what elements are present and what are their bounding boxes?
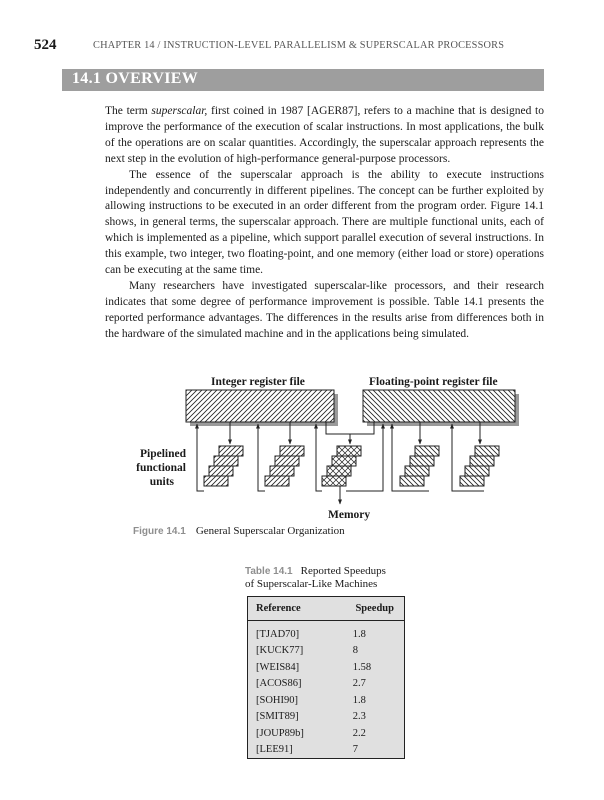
running-head: CHAPTER 14 / INSTRUCTION-LEVEL PARALLELISM & SUPERSCALAR PROCESSORS bbox=[93, 40, 505, 51]
reference-cell: [JOUP89b] bbox=[256, 727, 304, 739]
speedup-cell: 8 bbox=[352, 645, 358, 657]
fp-register-file-label: Floating-point register file bbox=[369, 376, 498, 388]
reference-cell: [WEIS84] bbox=[256, 661, 300, 673]
paragraph-1 bbox=[105, 104, 544, 168]
page-header bbox=[34, 37, 574, 55]
memory-label: Memory bbox=[328, 509, 371, 521]
speedup-cell: 7 bbox=[352, 744, 358, 756]
speedup-cell: 2.7 bbox=[352, 678, 366, 690]
reference-cell: [KUCK77] bbox=[256, 645, 304, 657]
figure-number: Figure 14.1 bbox=[133, 526, 186, 537]
figure-caption-text: General Superscalar Organization bbox=[195, 525, 345, 537]
body-text bbox=[105, 104, 544, 343]
speedup-cell: 1.58 bbox=[352, 661, 372, 673]
paragraph-1-start: The term bbox=[105, 105, 152, 117]
table-row bbox=[248, 621, 405, 643]
speedup-cell: 2.3 bbox=[352, 711, 366, 723]
superscalar-organization-diagram bbox=[120, 372, 540, 524]
reference-cell: [TJAD70] bbox=[256, 628, 300, 640]
integer-register-file bbox=[186, 390, 334, 422]
page-number: 524 bbox=[34, 37, 57, 53]
section-title: 14.1 OVERVIEW bbox=[72, 70, 199, 87]
table-row bbox=[248, 742, 405, 759]
term-superscalar: superscalar, bbox=[151, 105, 208, 117]
table-row bbox=[248, 692, 405, 709]
speedup-cell: 1.8 bbox=[352, 694, 366, 706]
table-caption-title: Reported Speedups bbox=[300, 565, 386, 577]
table-number: Table 14.1 bbox=[245, 566, 293, 577]
table-header-row bbox=[248, 597, 405, 621]
reference-cell: [SMIT89] bbox=[256, 711, 299, 723]
table-row bbox=[248, 643, 405, 660]
reference-cell: [ACOS86] bbox=[256, 678, 302, 690]
column-header-speedup: Speedup bbox=[355, 603, 394, 614]
memory-unit bbox=[322, 446, 361, 486]
table-row bbox=[248, 676, 405, 693]
speedup-table bbox=[247, 596, 405, 759]
speedup-cell: 1.8 bbox=[352, 628, 366, 640]
table-row bbox=[248, 725, 405, 742]
pipelined-units-label-line2: functional bbox=[136, 462, 186, 474]
reference-cell: [SOHI90] bbox=[256, 694, 298, 706]
table-caption bbox=[245, 565, 445, 591]
table-row bbox=[248, 709, 405, 726]
speedup-cell: 2.2 bbox=[352, 727, 366, 739]
integer-unit-2 bbox=[265, 446, 304, 486]
paragraph-3: Many researchers have investigated superscalar-like processors, and their research indicates that some degree of performance improvement is possible. Table 14.1 presents the reported performance advantages. The differences in the results arise from differences both in the hardware of the simulated machine and in the applications being simulated. bbox=[105, 279, 544, 340]
integer-unit-1 bbox=[204, 446, 243, 486]
reference-cell: [LEE91] bbox=[256, 744, 293, 756]
table-caption-line1 bbox=[245, 565, 445, 578]
fp-unit-1 bbox=[400, 446, 439, 486]
paragraph-1-rest: first coined in 1987 [AGER87], refers to a machine that is designed to improve the performance of the execution of scalar instructions. In most applications, the bulk of the operations are on scalar quantities. Accordingly, the superscalar approach represents the next step in the evolution of high-performance general-purpose processors. bbox=[105, 105, 544, 165]
paragraph-2: The essence of the superscalar approach is the ability to execute instructions independently and concurrently in different pipelines. The concept can be further exploited by allowing instructions to be executed in an order different from the program order. Figure 14.1 shows, in general terms, the superscalar approach. There are multiple functional units, each of which is implemented as a pipeline, which support parallel execution of several instructions. In this example, two integer, two floating-point, and one memory (either load or store) operations can be executing at the same time. bbox=[105, 168, 544, 277]
table-row bbox=[248, 659, 405, 676]
pipelined-units-label-line1: Pipelined bbox=[139, 448, 186, 460]
fp-unit-2 bbox=[460, 446, 499, 486]
figure-caption bbox=[133, 525, 345, 537]
column-header-reference: Reference bbox=[256, 603, 301, 614]
table-caption-line2: of Superscalar-Like Machines bbox=[245, 578, 378, 590]
fp-register-file bbox=[363, 390, 515, 422]
integer-register-file-label: Integer register file bbox=[211, 376, 305, 388]
section-heading-bar bbox=[62, 69, 544, 91]
pipelined-units-label-line3: units bbox=[149, 476, 174, 488]
